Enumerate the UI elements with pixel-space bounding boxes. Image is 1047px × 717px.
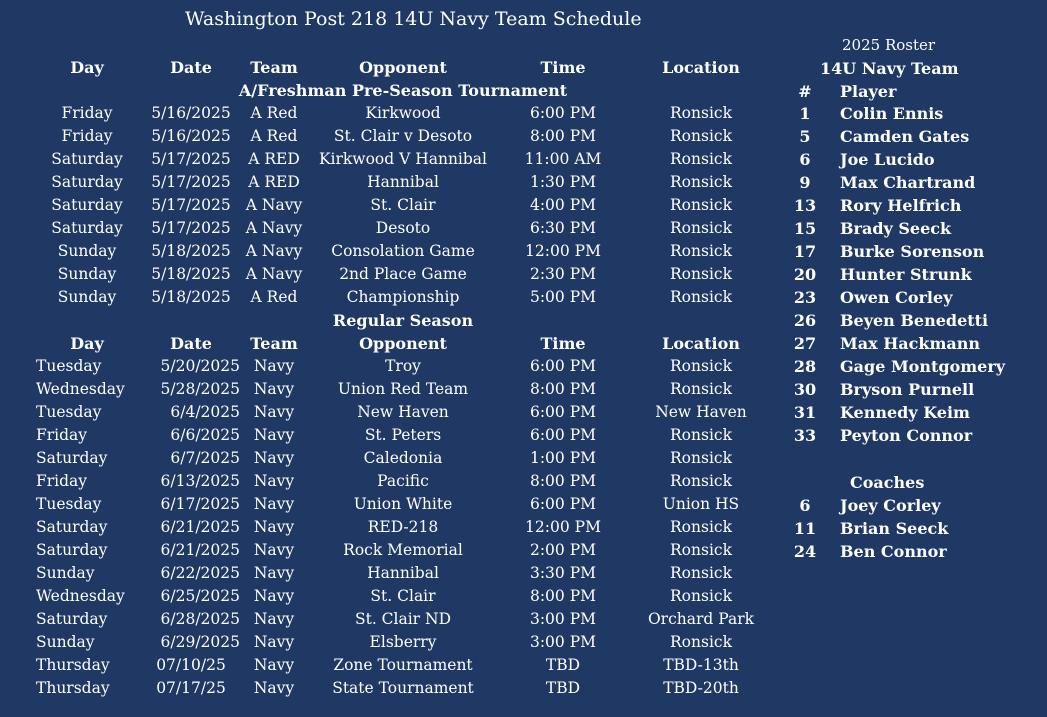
header-day: Day <box>70 334 104 353</box>
game-date: 07/10/25 <box>156 656 226 674</box>
roster-player-header: Player <box>840 82 897 101</box>
game-date: 6/6/2025 <box>170 426 240 444</box>
schedule-row <box>0 608 790 631</box>
game-day: Sunday <box>36 564 95 582</box>
game-location: Orchard Park <box>647 610 755 628</box>
schedule-row <box>0 447 790 470</box>
game-team: A RED <box>248 150 300 168</box>
schedule-row <box>0 378 790 401</box>
schedule-row <box>0 125 790 148</box>
game-day: Wednesday <box>36 380 125 398</box>
game-day: Saturday <box>51 196 123 214</box>
player-name: Kennedy Keim <box>840 403 970 422</box>
game-day: Saturday <box>51 150 123 168</box>
game-date: 6/4/2025 <box>170 403 240 421</box>
game-location: Ronsick <box>670 426 732 444</box>
game-time: 6:00 PM <box>529 426 597 444</box>
game-opponent: Union Red Team <box>337 380 469 398</box>
player-name: Joe Lucido <box>840 150 935 169</box>
schedule-row <box>0 654 790 677</box>
game-opponent: Hannibal <box>367 564 439 582</box>
game-date: 5/17/2025 <box>151 219 231 237</box>
game-day: Saturday <box>36 518 108 536</box>
header-team: Team <box>250 58 298 77</box>
player-number: 5 <box>799 127 811 146</box>
game-time: 2:30 PM <box>529 265 597 283</box>
game-location: Ronsick <box>670 472 732 490</box>
game-team: Navy <box>253 357 295 375</box>
coaches-label: Coaches <box>850 473 925 492</box>
game-team: Navy <box>253 633 295 651</box>
player-number: 28 <box>793 357 817 376</box>
game-day: Friday <box>61 127 113 145</box>
game-date: 5/28/2025 <box>160 380 240 398</box>
game-opponent: Desoto <box>375 219 431 237</box>
game-team: A Red <box>250 104 298 122</box>
game-time: 6:00 PM <box>529 357 597 375</box>
game-location: Ronsick <box>670 173 732 191</box>
coach-number: 24 <box>793 542 817 561</box>
game-date: 6/28/2025 <box>160 610 240 628</box>
header-opponent: Opponent <box>359 334 447 353</box>
schedule-row <box>0 677 790 700</box>
player-name: Peyton Connor <box>840 426 973 445</box>
game-date: 6/7/2025 <box>170 449 240 467</box>
game-location: Ronsick <box>670 104 732 122</box>
regular-season-section-title <box>0 309 790 332</box>
game-time: TBD <box>545 679 581 697</box>
game-opponent: Consolation Game <box>331 242 475 260</box>
game-date: 6/25/2025 <box>160 587 240 605</box>
game-time: 6:00 PM <box>529 495 597 513</box>
game-location: Ronsick <box>670 127 732 145</box>
player-number: 6 <box>799 150 811 169</box>
game-date: 6/29/2025 <box>160 633 240 651</box>
game-day: Thursday <box>36 656 110 674</box>
game-opponent: Championship <box>346 288 460 306</box>
game-location: Ronsick <box>670 150 732 168</box>
tournament-section-title-text: A/Freshman Pre-Season Tournament <box>238 81 568 100</box>
game-day: Saturday <box>36 541 108 559</box>
header-opponent: Opponent <box>359 58 447 77</box>
game-day: Wednesday <box>36 587 125 605</box>
schedule-row <box>0 539 790 562</box>
player-number: 33 <box>793 426 817 445</box>
game-opponent: Hannibal <box>367 173 439 191</box>
game-date: 5/17/2025 <box>151 196 231 214</box>
game-day: Saturday <box>36 449 108 467</box>
player-number: 31 <box>793 403 817 422</box>
game-day: Tuesday <box>36 403 102 421</box>
game-time: 8:00 PM <box>529 127 597 145</box>
game-team: Navy <box>253 587 295 605</box>
coach-name: Joey Corley <box>840 496 941 515</box>
game-location: Ronsick <box>670 587 732 605</box>
schedule-row <box>0 562 790 585</box>
game-date: 07/17/25 <box>156 679 226 697</box>
header-location: Location <box>662 334 740 353</box>
game-time: 4:00 PM <box>529 196 597 214</box>
roster-number-header: # <box>798 82 812 101</box>
game-date: 6/17/2025 <box>160 495 240 513</box>
game-team: A Navy <box>245 219 303 237</box>
game-day: Saturday <box>36 610 108 628</box>
game-location: TBD-13th <box>663 656 739 674</box>
game-time: 3:00 PM <box>529 633 597 651</box>
game-opponent: Pacific <box>377 472 429 490</box>
player-name: Brady Seeck <box>840 219 952 238</box>
player-name: Rory Helfrich <box>840 196 962 215</box>
page-title: Washington Post 218 14U Navy Team Schedule <box>185 8 642 30</box>
game-day: Tuesday <box>36 495 102 513</box>
regular-season-section-title-text: Regular Season <box>332 311 474 330</box>
game-location: Ronsick <box>670 219 732 237</box>
coach-name: Ben Connor <box>840 542 947 561</box>
game-team: Navy <box>253 426 295 444</box>
game-date: 6/21/2025 <box>160 518 240 536</box>
game-location: Ronsick <box>670 564 732 582</box>
game-day: Friday <box>61 104 113 122</box>
schedule-row <box>0 102 790 125</box>
schedule-row <box>0 401 790 424</box>
game-day: Friday <box>36 426 88 444</box>
tournament-section-title <box>0 79 790 102</box>
schedule-row <box>0 286 790 309</box>
header-date: Date <box>170 58 212 77</box>
header-time: Time <box>540 334 586 353</box>
game-time: 8:00 PM <box>529 587 597 605</box>
game-time: 6:00 PM <box>529 104 597 122</box>
schedule-row <box>0 148 790 171</box>
game-opponent: Troy <box>385 357 421 375</box>
game-time: 8:00 PM <box>529 472 597 490</box>
game-time: 6:30 PM <box>529 219 597 237</box>
game-team: Navy <box>253 656 295 674</box>
game-location: Ronsick <box>670 518 732 536</box>
player-name: Gage Montgomery <box>840 357 1006 376</box>
player-number: 1 <box>799 104 811 123</box>
schedule-row <box>0 631 790 654</box>
schedule-row <box>0 493 790 516</box>
game-time: 1:00 PM <box>529 449 597 467</box>
schedule-header-row-tournament <box>0 56 790 79</box>
game-opponent: St. Clair <box>370 196 436 214</box>
game-opponent: St. Peters <box>364 426 442 444</box>
game-time: 8:00 PM <box>529 380 597 398</box>
player-name: Max Hackmann <box>840 334 981 353</box>
schedule-row <box>0 424 790 447</box>
game-day: Sunday <box>36 633 95 651</box>
game-team: A RED <box>248 173 300 191</box>
game-team: Navy <box>253 403 295 421</box>
game-location: Ronsick <box>670 357 732 375</box>
game-location: Ronsick <box>670 242 732 260</box>
schedule-row <box>0 217 790 240</box>
game-team: Navy <box>253 449 295 467</box>
game-time: 11:00 AM <box>524 150 602 168</box>
game-day: Friday <box>36 472 88 490</box>
game-location: Ronsick <box>670 288 732 306</box>
game-team: A Navy <box>245 265 303 283</box>
coach-number: 11 <box>793 519 817 538</box>
game-time: 3:30 PM <box>529 564 597 582</box>
player-name: Max Chartrand <box>840 173 976 192</box>
player-number: 30 <box>793 380 817 399</box>
game-team: Navy <box>253 679 295 697</box>
game-opponent: Kirkwood V Hannibal <box>318 150 488 168</box>
header-location: Location <box>662 58 740 77</box>
player-name: Hunter Strunk <box>840 265 972 284</box>
game-date: 5/17/2025 <box>151 173 231 191</box>
game-time: 1:30 PM <box>529 173 597 191</box>
roster-panel <box>780 0 1047 717</box>
game-opponent: Kirkwood <box>365 104 441 122</box>
game-day: Tuesday <box>36 357 102 375</box>
header-time: Time <box>540 58 586 77</box>
schedule-row <box>0 240 790 263</box>
game-location: Union HS <box>662 495 740 513</box>
game-date: 6/21/2025 <box>160 541 240 559</box>
game-day: Sunday <box>57 265 117 283</box>
game-opponent: Zone Tournament <box>333 656 473 674</box>
game-opponent: RED-218 <box>367 518 439 536</box>
game-time: TBD <box>545 656 581 674</box>
coach-name: Brian Seeck <box>840 519 949 538</box>
roster-year-label: 2025 Roster <box>842 36 936 54</box>
game-team: Navy <box>253 495 295 513</box>
player-number: 20 <box>793 265 817 284</box>
player-name: Camden Gates <box>840 127 970 146</box>
schedule-row <box>0 263 790 286</box>
schedule-row <box>0 516 790 539</box>
header-team: Team <box>250 334 298 353</box>
game-location: Ronsick <box>670 541 732 559</box>
game-time: 12:00 PM <box>525 518 601 536</box>
game-date: 5/18/2025 <box>151 288 231 306</box>
game-day: Saturday <box>51 219 123 237</box>
game-location: Ronsick <box>670 449 732 467</box>
roster-team-label: 14U Navy Team <box>820 59 959 78</box>
game-team: Navy <box>253 564 295 582</box>
player-name: Owen Corley <box>840 288 953 307</box>
game-date: 6/22/2025 <box>160 564 240 582</box>
game-location: TBD-20th <box>663 679 739 697</box>
game-opponent: Rock Memorial <box>343 541 463 559</box>
game-time: 2:00 PM <box>529 541 597 559</box>
game-team: Navy <box>253 541 295 559</box>
game-opponent: Elsberry <box>369 633 437 651</box>
game-opponent: Caledonia <box>363 449 443 467</box>
game-day: Sunday <box>57 288 117 306</box>
player-number: 26 <box>793 311 817 330</box>
game-day: Thursday <box>36 679 110 697</box>
game-opponent: New Haven <box>357 403 449 421</box>
schedule-row <box>0 585 790 608</box>
coach-number: 6 <box>799 496 811 515</box>
game-location: Ronsick <box>670 196 732 214</box>
schedule-row <box>0 171 790 194</box>
schedule-row <box>0 355 790 378</box>
game-date: 5/18/2025 <box>151 242 231 260</box>
schedule-row <box>0 470 790 493</box>
player-number: 9 <box>799 173 811 192</box>
game-date: 5/20/2025 <box>160 357 240 375</box>
game-time: 12:00 PM <box>525 242 601 260</box>
schedule-header-row-regular <box>0 332 790 355</box>
game-opponent: State Tournament <box>332 679 474 697</box>
game-location: Ronsick <box>670 633 732 651</box>
player-name: Beyen Benedetti <box>840 311 989 330</box>
player-number: 15 <box>793 219 817 238</box>
game-time: 5:00 PM <box>529 288 597 306</box>
game-day: Saturday <box>51 173 123 191</box>
game-location: New Haven <box>655 403 747 421</box>
game-opponent: St. Clair v Desoto <box>333 127 473 145</box>
game-location: Ronsick <box>670 265 732 283</box>
game-date: 5/17/2025 <box>151 150 231 168</box>
game-opponent: 2nd Place Game <box>339 265 467 283</box>
game-team: A Red <box>250 288 298 306</box>
game-team: A Navy <box>245 242 303 260</box>
game-team: A Navy <box>245 196 303 214</box>
player-name: Colin Ennis <box>840 104 944 123</box>
header-day: Day <box>70 58 104 77</box>
game-date: 5/18/2025 <box>151 265 231 283</box>
game-time: 6:00 PM <box>529 403 597 421</box>
schedule-row <box>0 194 790 217</box>
game-day: Sunday <box>57 242 117 260</box>
game-team: Navy <box>253 380 295 398</box>
game-team: Navy <box>253 472 295 490</box>
player-number: 17 <box>793 242 817 261</box>
game-date: 5/16/2025 <box>151 127 231 145</box>
game-opponent: St. Clair <box>370 587 436 605</box>
game-team: Navy <box>253 518 295 536</box>
player-number: 13 <box>793 196 817 215</box>
player-number: 27 <box>793 334 817 353</box>
player-number: 23 <box>793 288 817 307</box>
game-location: Ronsick <box>670 380 732 398</box>
game-team: A Red <box>250 127 298 145</box>
game-opponent: St. Clair ND <box>354 610 452 628</box>
player-name: Burke Sorenson <box>840 242 985 261</box>
game-date: 6/13/2025 <box>160 472 240 490</box>
game-opponent: Union White <box>353 495 453 513</box>
game-date: 5/16/2025 <box>151 104 231 122</box>
player-name: Bryson Purnell <box>840 380 975 399</box>
header-date: Date <box>170 334 212 353</box>
game-team: Navy <box>253 610 295 628</box>
game-time: 3:00 PM <box>529 610 597 628</box>
